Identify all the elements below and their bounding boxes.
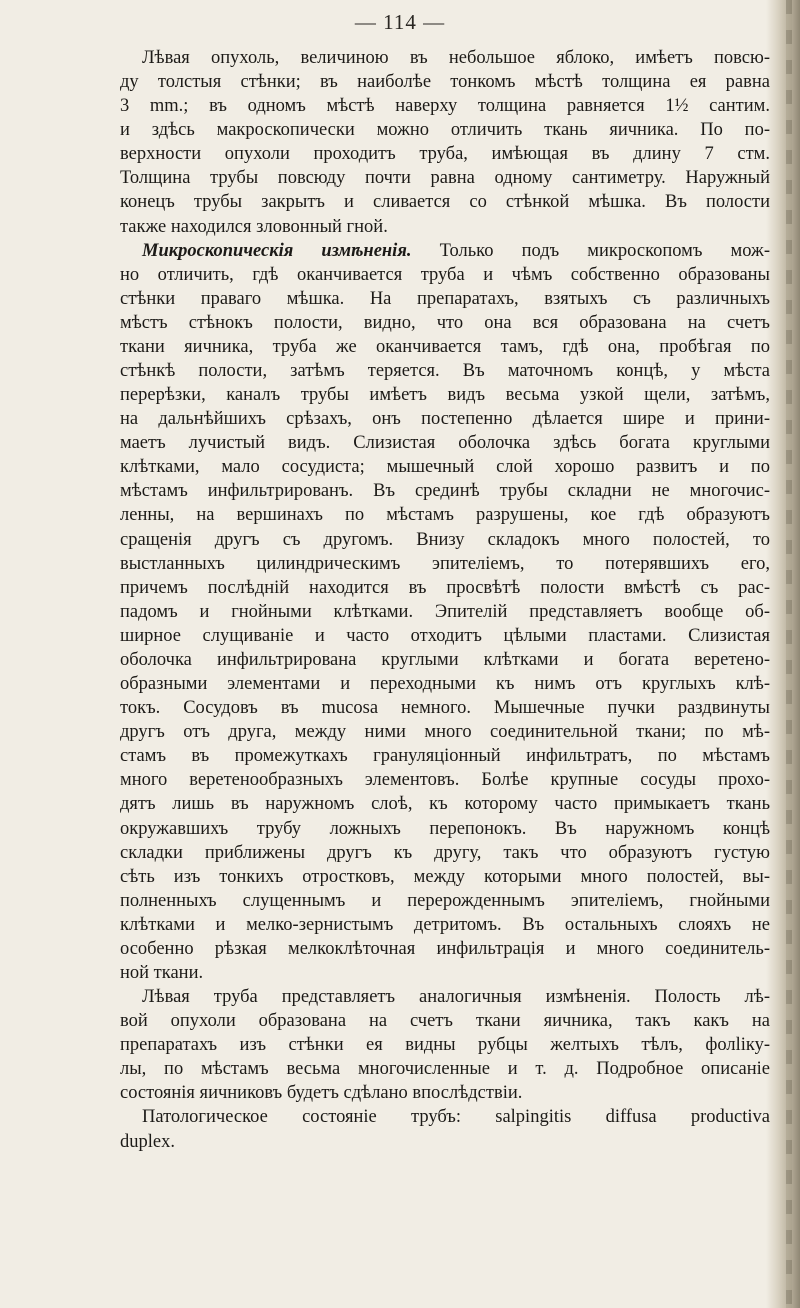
text-line: ду толстыя стѣнки; въ наиболѣе тонкомъ мѣстѣ толщина ея равна bbox=[120, 72, 770, 93]
text-line: падомъ и гнойными клѣтками. Эпителій представляетъ вообще об- bbox=[120, 601, 770, 622]
text-line: ной ткани. bbox=[120, 962, 204, 983]
section-heading: Микроскопическія измѣненія. bbox=[142, 240, 412, 261]
text-line: дятъ лишь въ наружномъ слоѣ, къ которому часто примыкаетъ ткань bbox=[120, 794, 770, 815]
text-line: клѣтками и мелко-зернистымъ детритомъ. Въ остальныхъ слояхъ не bbox=[120, 914, 770, 935]
text-line: ленны, на вершинахъ по мѣстамъ разрушены, кое гдѣ образуютъ bbox=[120, 505, 770, 526]
text-line: стѣнки праваго мѣшка. На препаратахъ, взятыхъ съ различныхъ bbox=[120, 288, 770, 309]
text-line: duplex. bbox=[120, 1131, 175, 1152]
text-line: лы, по мѣстамъ весьма многочисленные и т. д. Подробное описаніе bbox=[120, 1059, 770, 1080]
text-line: и здѣсь макроскопически можно отличить ткань яичника. По по- bbox=[120, 120, 770, 141]
text-line: сѣть изъ тонкихъ отростковъ, между которыми много полостей, вы- bbox=[120, 866, 770, 887]
text-line: но отличить, гдѣ оканчивается труба и чѣмъ собственно образованы bbox=[120, 264, 770, 285]
page-binding-edge bbox=[766, 0, 800, 1308]
text-line: 3 mm.; въ одномъ мѣстѣ наверху толщина равняется 1½ сантим. bbox=[120, 96, 770, 117]
text-line: причемъ послѣдній находится въ просвѣтѣ полости вмѣстѣ съ рас- bbox=[120, 577, 770, 598]
text-line: образными элементами и переходными къ нимъ отъ круглыхъ клѣ- bbox=[120, 674, 770, 695]
text-line: окружавшихъ трубу ложныхъ перепонокъ. Въ наружномъ концѣ bbox=[120, 818, 770, 839]
heading-line-rest: Только подъ микроскопомъ мож- bbox=[411, 240, 770, 261]
text-line: полненныхъ слущеннымъ и перерожденнымъ эпителіемъ, гнойными bbox=[120, 890, 770, 911]
text-line: мѣстъ стѣнокъ полости, видно, что она вся образована на счетъ bbox=[120, 312, 770, 333]
text-line bbox=[120, 239, 770, 263]
text-line: стамъ въ промежуткахъ грануляціонный инфильтратъ, по мѣстамъ bbox=[120, 746, 770, 767]
text-line: вой опухоли образована на счетъ ткани яичника, такъ какъ на bbox=[120, 1011, 770, 1032]
text-line: конецъ трубы закрытъ и сливается со стѣнкой мѣшка. Въ полости bbox=[120, 192, 770, 213]
text-line: выстланныхъ цилиндрическимъ эпителіемъ, то потерявшихъ его, bbox=[120, 553, 770, 574]
text-line: Лѣвая труба представляетъ аналогичныя измѣненія. Полость лѣ- bbox=[142, 987, 770, 1008]
text-line: на дальнѣйшихъ срѣзахъ, онъ постепенно дѣлается шире и прини- bbox=[120, 409, 770, 430]
text-line: много веретенообразныхъ элементовъ. Болѣе крупные сосуды прохо- bbox=[120, 770, 770, 791]
page-number: — 114 — bbox=[354, 10, 446, 34]
body-text bbox=[120, 46, 770, 1154]
text-line: складки приближены другъ къ другу, такъ что образуютъ густую bbox=[120, 842, 770, 863]
text-line: верхности опухоли проходитъ труба, имѣющая въ длину 7 стм. bbox=[120, 144, 770, 165]
text-line: токъ. Сосудовъ въ mucosa немного. Мышечные пучки раздвинуты bbox=[120, 698, 770, 719]
text-line: Толщина трубы повсюду почти равна одному сантиметру. Наружный bbox=[120, 168, 770, 189]
text-line: маетъ лучистый видъ. Слизистая оболочка здѣсь богата круглыми bbox=[120, 433, 770, 454]
text-line: ткани яичника, труба же оканчивается тамъ, гдѣ она, пробѣгая по bbox=[120, 336, 770, 357]
text-line: сращенія другъ съ другомъ. Внизу складокъ много полостей, то bbox=[120, 529, 770, 550]
text-line: Патологическое состояніе трубъ: salpingitis diffusa productiva bbox=[142, 1107, 770, 1128]
text-line: также находился зловонный гной. bbox=[120, 216, 388, 237]
text-line: особенно рѣзкая мелкоклѣточная инфильтрація и много соединитель- bbox=[120, 938, 770, 959]
text-line: ширное слущиваніе и часто отходитъ цѣлыми пластами. Слизистая bbox=[120, 625, 770, 646]
text-line: стѣнкѣ полости, затѣмъ теряется. Въ маточномъ концѣ, у мѣста bbox=[120, 361, 770, 382]
text-line: перерѣзки, каналъ трубы имѣетъ видъ весьма узкой щели, затѣмъ, bbox=[120, 385, 770, 406]
text-line: мѣстамъ инфильтрированъ. Въ срединѣ трубы складни не многочис- bbox=[120, 481, 770, 502]
text-line: состоянія яичниковъ будетъ сдѣлано впослѣдствіи. bbox=[120, 1083, 523, 1104]
text-line: препаратахъ изъ стѣнки ея видны рубцы желтыхъ тѣлъ, фолliку- bbox=[120, 1035, 770, 1056]
text-line: клѣтками, мало сосудиста; мышечный слой хорошо развитъ и по bbox=[120, 457, 770, 478]
text-line: оболочка инфильтрирована круглыми клѣтками и богата веретено- bbox=[120, 649, 770, 670]
text-line: другъ отъ друга, между ними много соединительной ткани; по мѣ- bbox=[120, 722, 770, 743]
text-line: Лѣвая опухоль, величиною въ небольшое яблоко, имѣетъ повсю- bbox=[142, 48, 770, 68]
